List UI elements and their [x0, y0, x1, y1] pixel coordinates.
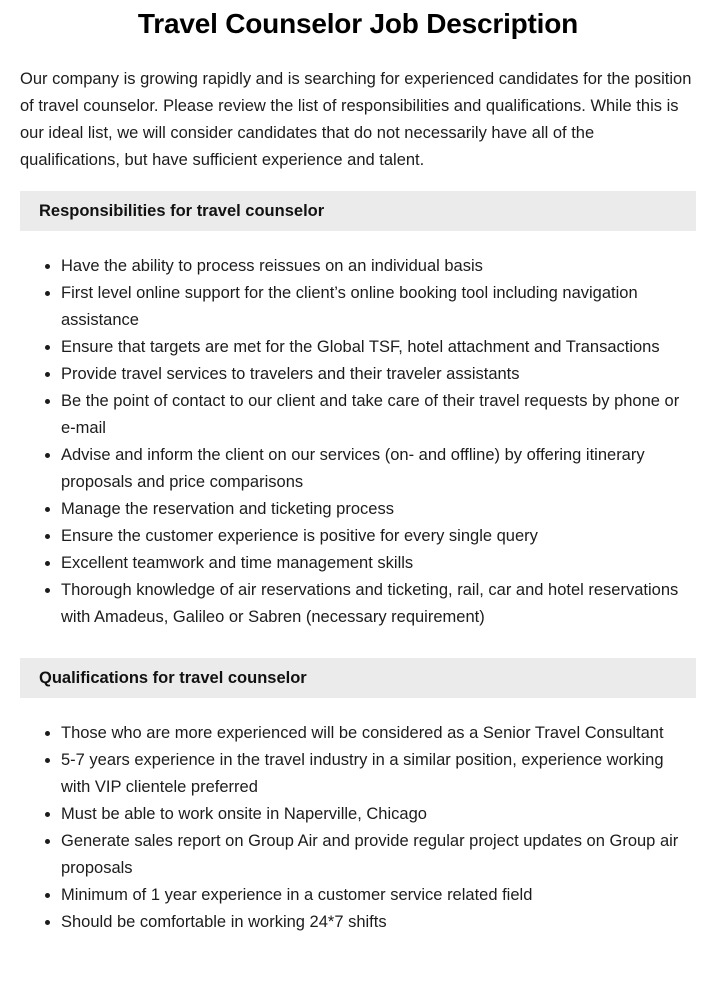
qualifications-heading: Qualifications for travel counselor [20, 658, 696, 698]
responsibilities-heading: Responsibilities for travel counselor [20, 191, 696, 231]
list-item: Be the point of contact to our client and take care of their travel requests by phone or e-mail [20, 388, 696, 442]
list-item: Must be able to work onsite in Naperville, Chicago [20, 801, 696, 828]
list-item: 5-7 years experience in the travel industry in a similar position, experience working with VIP clientele preferred [20, 747, 696, 801]
list-item: Excellent teamwork and time management skills [20, 550, 696, 577]
page-title: Travel Counselor Job Description [137, 8, 579, 39]
qualifications-section [20, 658, 696, 936]
responsibilities-section [20, 191, 696, 631]
intro-paragraph: Our company is growing rapidly and is searching for experienced candidates for the position of travel counselor. Please review the list of responsibilities and qualifications. While this is our ideal list, we will consider candidates that do not necessarily have all of the qualifications, but have sufficient experience and talent. [20, 70, 692, 169]
list-item: Ensure the customer experience is positive for every single query [20, 523, 696, 550]
list-item: Advise and inform the client on our services (on- and offline) by offering itinerary proposals and price comparisons [20, 442, 696, 496]
list-item: Those who are more experienced will be considered as a Senior Travel Consultant [20, 720, 696, 747]
list-item: Thorough knowledge of air reservations and ticketing, rail, car and hotel reservations with Amadeus, Galileo or Sabren (necessary requirement) [20, 577, 696, 631]
list-item: Manage the reservation and ticketing process [20, 496, 696, 523]
list-item: Minimum of 1 year experience in a customer service related field [20, 882, 696, 909]
list-item: First level online support for the client’s online booking tool including navigation assistance [20, 280, 696, 334]
list-item: Generate sales report on Group Air and provide regular project updates on Group air proposals [20, 828, 696, 882]
list-item: Have the ability to process reissues on an individual basis [20, 253, 696, 280]
list-item: Ensure that targets are met for the Global TSF, hotel attachment and Transactions [20, 334, 696, 361]
list-item: Should be comfortable in working 24*7 shifts [20, 909, 696, 936]
qualifications-list [20, 720, 696, 936]
responsibilities-list [20, 253, 696, 631]
list-item: Provide travel services to travelers and their traveler assistants [20, 361, 696, 388]
